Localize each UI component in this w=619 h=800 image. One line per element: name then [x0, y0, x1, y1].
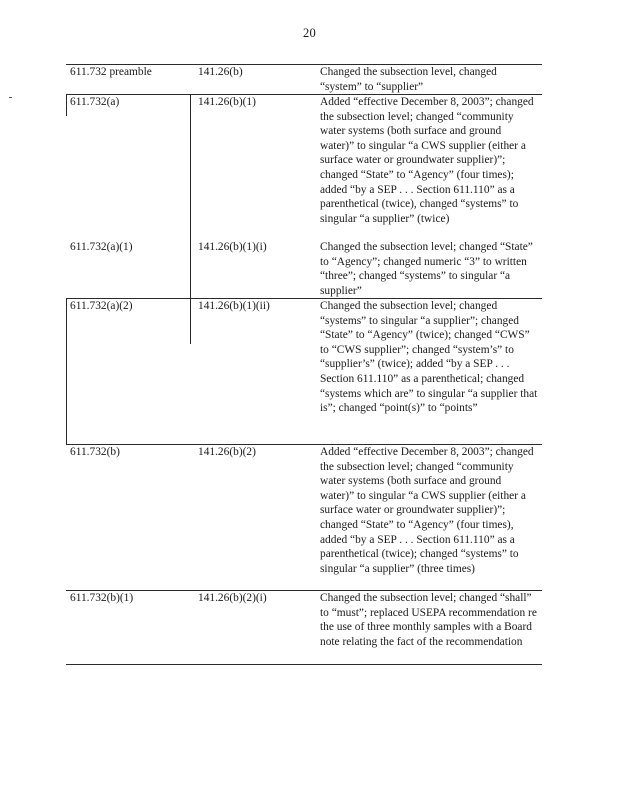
section-cell: 611.732(a)	[70, 96, 120, 108]
cfr-cell: 141.26(b)	[198, 66, 243, 78]
change-cell: Changed the subsection level; changed “systems” to singular “a supplier”; changed “State” to “Agency” (twice); changed “CWS” to “CWS supplier”; changed “system’s” to “supplier’s” (twice); added “by a SEP . . . Section 611.110” as a parenthetical; changed “systems which are” to singular “a supplier that is”; changed “point(s)” to “points”	[320, 300, 538, 415]
section-cell: 611.732(a)(2)	[70, 300, 133, 312]
page-number: 20	[302, 26, 317, 40]
change-cell: Added “effective December 8, 2003”; changed the subsection level; changed “community water systems (both surface and ground water)” to singular “a CWS supplier (either a surface water or groundwater supplier)”; changed “State” to “Agency” (four times); added “by a SEP . . . Section 611.110” as a parenthetical (twice), changed “systems” to singular “a supplier” (twice)	[320, 96, 534, 225]
table-row	[66, 94, 542, 239]
cfr-cell: 141.26(b)(2)	[198, 446, 256, 458]
table-row	[66, 590, 542, 664]
cfr-cell: 141.26(b)(1)(ii)	[198, 300, 270, 312]
changes-table	[66, 64, 542, 664]
change-cell: Changed the subsection level, changed “system” to “supplier”	[320, 66, 497, 93]
cfr-cell: 141.26(b)(2)(i)	[198, 592, 267, 604]
change-cell: Changed the subsection level; changed “State” to “Agency”; changed numeric “3” to written “three”; changed “systems” to singular “a supplier”	[320, 241, 533, 297]
section-cell: 611.732 preamble	[70, 66, 152, 78]
cfr-cell: 141.26(b)(1)(i)	[198, 241, 267, 253]
table-row	[66, 64, 542, 94]
scan-mark	[9, 97, 12, 98]
section-cell: 611.732(a)(1)	[70, 241, 133, 253]
cfr-cell: 141.26(b)(1)	[198, 96, 256, 108]
change-cell: Added “effective December 8, 2003”; changed the subsection level; changed “community water systems (both surface and ground water)” to singular “a CWS supplier (either a surface water or groundwater supplier)”; changed “State” to “Agency” (four times), added “by a SEP . . . Section 611.110” as a parenthetical (twice); changed “systems” to singular “a supplier” (three times)	[320, 446, 534, 575]
table-row	[66, 239, 542, 298]
section-cell: 611.732(b)(1)	[70, 592, 134, 604]
section-cell: 611.732(b)	[70, 446, 120, 458]
table-row	[66, 444, 542, 590]
change-cell: Changed the subsection level; changed “shall” to “must”; replaced USEPA recommendation re the use of three monthly samples with a Board note relating the fact of the recommendation	[320, 592, 537, 648]
table-row	[66, 298, 542, 444]
table-bottom-rule	[66, 664, 542, 665]
